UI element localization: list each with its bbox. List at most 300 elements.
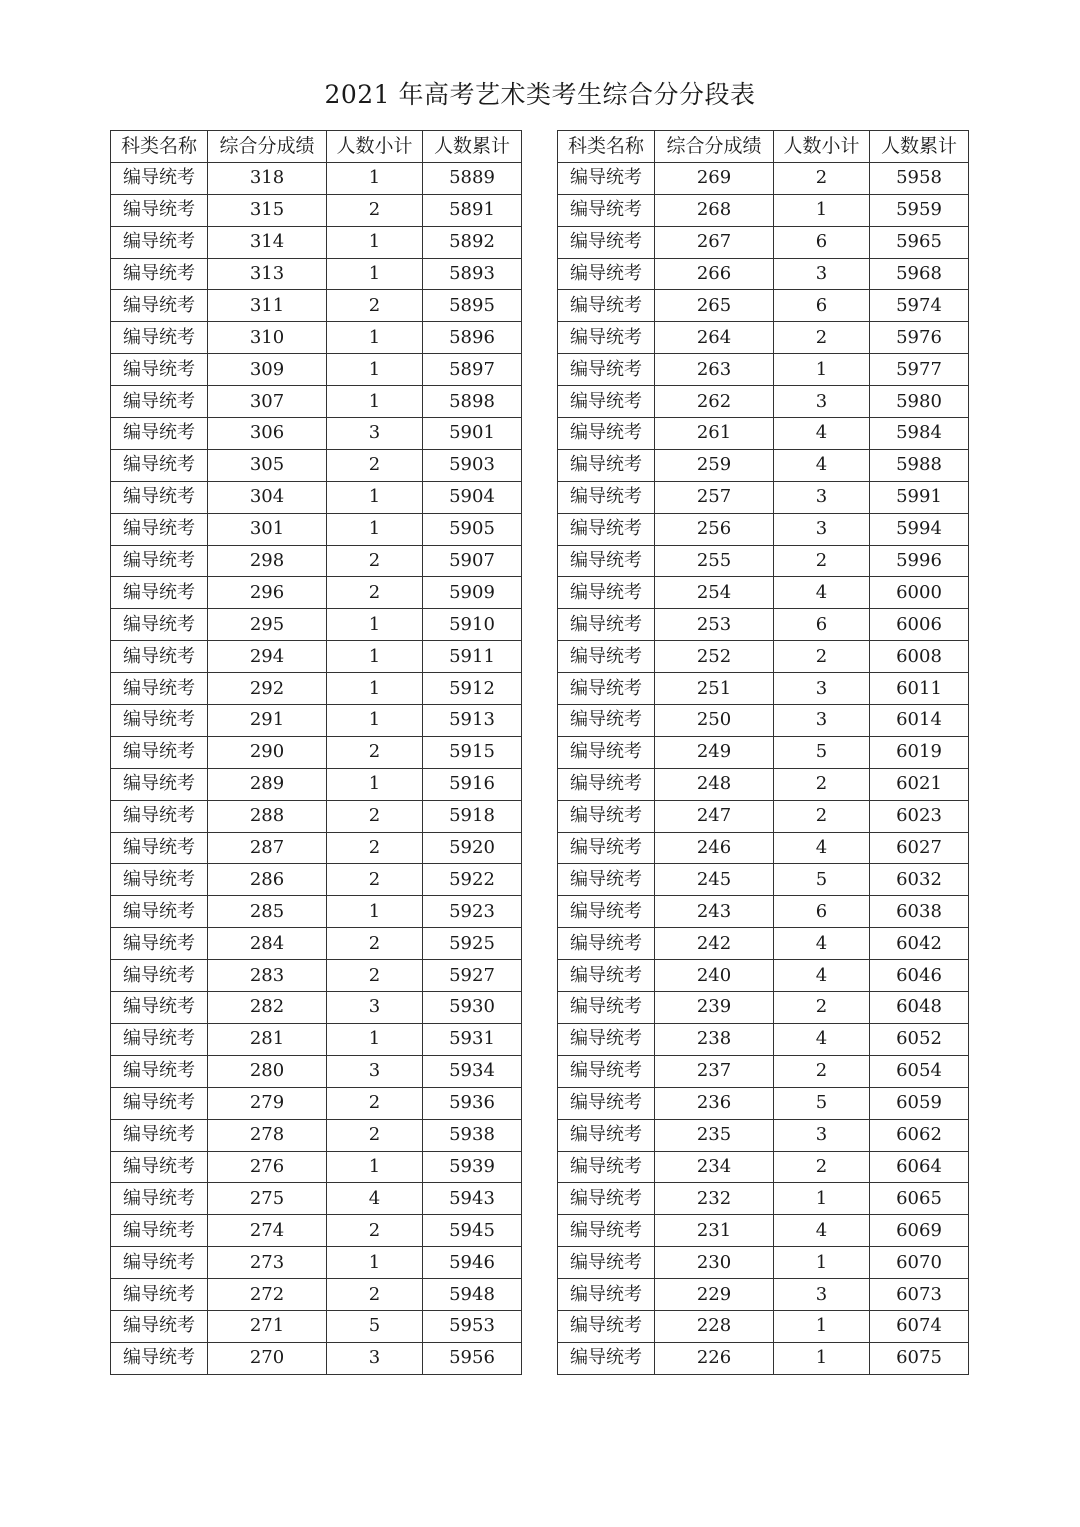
score-table-left xyxy=(110,130,522,1375)
cell-count: 6 xyxy=(774,226,870,258)
cell-score: 265 xyxy=(655,290,774,322)
cell-score: 268 xyxy=(655,194,774,226)
cell-count: 1 xyxy=(774,194,870,226)
table-row xyxy=(558,418,969,450)
column-header-score: 综合分成绩 xyxy=(208,131,327,163)
cell-cumulative: 6008 xyxy=(870,641,969,673)
cell-category: 编导统考 xyxy=(558,449,655,481)
cell-score: 284 xyxy=(208,928,327,960)
table-row xyxy=(111,928,522,960)
cell-cumulative: 6073 xyxy=(870,1279,969,1311)
cell-score: 279 xyxy=(208,1087,327,1119)
cell-cumulative: 5996 xyxy=(870,545,969,577)
cell-category: 编导统考 xyxy=(558,768,655,800)
cell-count: 1 xyxy=(327,386,423,418)
cell-score: 301 xyxy=(208,513,327,545)
cell-count: 1 xyxy=(327,768,423,800)
table-header-row xyxy=(558,131,969,163)
cell-cumulative: 5936 xyxy=(423,1087,522,1119)
cell-category: 编导统考 xyxy=(111,896,208,928)
cell-cumulative: 6065 xyxy=(870,1183,969,1215)
cell-score: 232 xyxy=(655,1183,774,1215)
cell-score: 255 xyxy=(655,545,774,577)
cell-count: 2 xyxy=(774,1055,870,1087)
cell-count: 2 xyxy=(327,1215,423,1247)
table-header-row xyxy=(111,131,522,163)
table-row xyxy=(111,449,522,481)
cell-category: 编导统考 xyxy=(558,290,655,322)
cell-cumulative: 5898 xyxy=(423,386,522,418)
cell-count: 3 xyxy=(774,258,870,290)
cell-count: 2 xyxy=(774,162,870,194)
cell-cumulative: 6011 xyxy=(870,673,969,705)
cell-score: 311 xyxy=(208,290,327,322)
table-body xyxy=(558,162,969,1374)
cell-category: 编导统考 xyxy=(558,1342,655,1374)
table-row xyxy=(111,896,522,928)
cell-score: 236 xyxy=(655,1087,774,1119)
cell-cumulative: 5977 xyxy=(870,354,969,386)
cell-count: 1 xyxy=(327,641,423,673)
cell-count: 2 xyxy=(327,194,423,226)
table-row xyxy=(558,768,969,800)
cell-category: 编导统考 xyxy=(111,736,208,768)
cell-count: 2 xyxy=(327,290,423,322)
cell-cumulative: 5918 xyxy=(423,800,522,832)
cell-category: 编导统考 xyxy=(111,226,208,258)
column-header-score: 综合分成绩 xyxy=(655,131,774,163)
cell-cumulative: 5956 xyxy=(423,1342,522,1374)
table-row xyxy=(558,1119,969,1151)
table-row xyxy=(111,705,522,737)
cell-cumulative: 5946 xyxy=(423,1247,522,1279)
cell-cumulative: 6052 xyxy=(870,1023,969,1055)
cell-count: 1 xyxy=(327,481,423,513)
cell-count: 2 xyxy=(774,800,870,832)
cell-cumulative: 5911 xyxy=(423,641,522,673)
cell-cumulative: 5922 xyxy=(423,864,522,896)
cell-category: 编导统考 xyxy=(111,290,208,322)
cell-score: 239 xyxy=(655,992,774,1024)
cell-cumulative: 6006 xyxy=(870,609,969,641)
cell-score: 275 xyxy=(208,1183,327,1215)
cell-category: 编导统考 xyxy=(558,481,655,513)
cell-category: 编导统考 xyxy=(111,1215,208,1247)
cell-category: 编导统考 xyxy=(111,800,208,832)
table-row xyxy=(111,1183,522,1215)
table-row xyxy=(558,1215,969,1247)
cell-category: 编导统考 xyxy=(558,960,655,992)
table-row xyxy=(111,832,522,864)
table-row xyxy=(111,1119,522,1151)
cell-cumulative: 5923 xyxy=(423,896,522,928)
cell-score: 235 xyxy=(655,1119,774,1151)
cell-category: 编导统考 xyxy=(111,1279,208,1311)
cell-cumulative: 6069 xyxy=(870,1215,969,1247)
cell-score: 283 xyxy=(208,960,327,992)
cell-category: 编导统考 xyxy=(111,418,208,450)
cell-cumulative: 5953 xyxy=(423,1310,522,1342)
table-row xyxy=(558,1342,969,1374)
cell-count: 4 xyxy=(774,1023,870,1055)
table-row xyxy=(558,513,969,545)
cell-cumulative: 5901 xyxy=(423,418,522,450)
cell-score: 285 xyxy=(208,896,327,928)
cell-cumulative: 5916 xyxy=(423,768,522,800)
cell-category: 编导统考 xyxy=(558,800,655,832)
cell-cumulative: 6021 xyxy=(870,768,969,800)
cell-count: 2 xyxy=(774,641,870,673)
cell-count: 2 xyxy=(327,1087,423,1119)
cell-count: 1 xyxy=(327,322,423,354)
cell-score: 267 xyxy=(655,226,774,258)
cell-count: 1 xyxy=(327,258,423,290)
cell-score: 273 xyxy=(208,1247,327,1279)
cell-score: 290 xyxy=(208,736,327,768)
cell-category: 编导统考 xyxy=(111,513,208,545)
cell-category: 编导统考 xyxy=(111,1151,208,1183)
table-row xyxy=(111,418,522,450)
table-row xyxy=(558,1087,969,1119)
cell-score: 272 xyxy=(208,1279,327,1311)
cell-score: 243 xyxy=(655,896,774,928)
cell-score: 240 xyxy=(655,960,774,992)
column-header-cumulative: 人数累计 xyxy=(423,131,522,163)
cell-cumulative: 5896 xyxy=(423,322,522,354)
cell-score: 262 xyxy=(655,386,774,418)
table-row xyxy=(111,386,522,418)
table-row xyxy=(111,162,522,194)
cell-count: 5 xyxy=(327,1310,423,1342)
cell-count: 1 xyxy=(327,513,423,545)
cell-category: 编导统考 xyxy=(111,1119,208,1151)
cell-category: 编导统考 xyxy=(111,1247,208,1279)
cell-cumulative: 5939 xyxy=(423,1151,522,1183)
cell-cumulative: 6046 xyxy=(870,960,969,992)
cell-cumulative: 5925 xyxy=(423,928,522,960)
table-row xyxy=(111,768,522,800)
table-row xyxy=(111,354,522,386)
cell-cumulative: 5897 xyxy=(423,354,522,386)
table-row xyxy=(111,290,522,322)
cell-cumulative: 6059 xyxy=(870,1087,969,1119)
table-row xyxy=(558,577,969,609)
cell-cumulative: 5909 xyxy=(423,577,522,609)
table-row xyxy=(558,1310,969,1342)
score-table-right xyxy=(557,130,969,1375)
table-row xyxy=(558,226,969,258)
cell-count: 2 xyxy=(327,449,423,481)
cell-category: 编导统考 xyxy=(558,354,655,386)
cell-cumulative: 5980 xyxy=(870,386,969,418)
cell-score: 263 xyxy=(655,354,774,386)
cell-category: 编导统考 xyxy=(111,162,208,194)
cell-score: 298 xyxy=(208,545,327,577)
cell-count: 1 xyxy=(327,705,423,737)
cell-score: 281 xyxy=(208,1023,327,1055)
cell-count: 1 xyxy=(774,354,870,386)
cell-score: 246 xyxy=(655,832,774,864)
table-row xyxy=(558,386,969,418)
cell-count: 5 xyxy=(774,1087,870,1119)
cell-count: 2 xyxy=(327,1119,423,1151)
cell-category: 编导统考 xyxy=(111,194,208,226)
table-row xyxy=(558,290,969,322)
table-row xyxy=(111,226,522,258)
column-header-category: 科类名称 xyxy=(558,131,655,163)
cell-count: 1 xyxy=(327,226,423,258)
cell-score: 310 xyxy=(208,322,327,354)
cell-count: 2 xyxy=(327,928,423,960)
cell-category: 编导统考 xyxy=(558,1183,655,1215)
table-row xyxy=(558,258,969,290)
cell-category: 编导统考 xyxy=(111,386,208,418)
cell-count: 3 xyxy=(774,705,870,737)
table-row xyxy=(558,736,969,768)
cell-category: 编导统考 xyxy=(111,768,208,800)
cell-score: 315 xyxy=(208,194,327,226)
cell-category: 编导统考 xyxy=(558,1023,655,1055)
cell-category: 编导统考 xyxy=(111,992,208,1024)
cell-score: 270 xyxy=(208,1342,327,1374)
cell-score: 251 xyxy=(655,673,774,705)
table-row xyxy=(111,864,522,896)
cell-score: 278 xyxy=(208,1119,327,1151)
table-row xyxy=(558,449,969,481)
cell-count: 3 xyxy=(774,513,870,545)
cell-category: 编导统考 xyxy=(111,864,208,896)
cell-count: 1 xyxy=(327,1247,423,1279)
page-title: 2021 年高考艺术类考生综合分分段表 xyxy=(324,80,756,109)
cell-count: 1 xyxy=(327,1023,423,1055)
table-row xyxy=(558,322,969,354)
cell-cumulative: 6074 xyxy=(870,1310,969,1342)
cell-count: 2 xyxy=(774,322,870,354)
cell-cumulative: 5915 xyxy=(423,736,522,768)
cell-count: 3 xyxy=(327,1342,423,1374)
cell-category: 编导统考 xyxy=(558,1119,655,1151)
cell-score: 237 xyxy=(655,1055,774,1087)
cell-cumulative: 6027 xyxy=(870,832,969,864)
cell-category: 编导统考 xyxy=(111,481,208,513)
cell-cumulative: 5893 xyxy=(423,258,522,290)
table-row xyxy=(111,1087,522,1119)
cell-count: 5 xyxy=(774,736,870,768)
cell-score: 261 xyxy=(655,418,774,450)
cell-score: 226 xyxy=(655,1342,774,1374)
cell-score: 294 xyxy=(208,641,327,673)
cell-category: 编导统考 xyxy=(111,673,208,705)
cell-category: 编导统考 xyxy=(558,673,655,705)
table-row xyxy=(111,641,522,673)
cell-category: 编导统考 xyxy=(558,418,655,450)
table-row xyxy=(111,1023,522,1055)
cell-score: 292 xyxy=(208,673,327,705)
table-row xyxy=(558,896,969,928)
cell-score: 249 xyxy=(655,736,774,768)
cell-cumulative: 5965 xyxy=(870,226,969,258)
cell-category: 编导统考 xyxy=(111,1087,208,1119)
cell-category: 编导统考 xyxy=(111,609,208,641)
cell-category: 编导统考 xyxy=(111,1055,208,1087)
cell-cumulative: 5943 xyxy=(423,1183,522,1215)
table-row xyxy=(558,1023,969,1055)
cell-category: 编导统考 xyxy=(558,832,655,864)
cell-cumulative: 6032 xyxy=(870,864,969,896)
cell-count: 6 xyxy=(774,896,870,928)
table-row xyxy=(558,194,969,226)
cell-score: 266 xyxy=(655,258,774,290)
cell-count: 1 xyxy=(327,896,423,928)
cell-count: 4 xyxy=(774,832,870,864)
cell-count: 1 xyxy=(327,162,423,194)
table-row xyxy=(111,1279,522,1311)
cell-category: 编导统考 xyxy=(111,1023,208,1055)
cell-count: 4 xyxy=(774,928,870,960)
cell-cumulative: 5910 xyxy=(423,609,522,641)
table-row xyxy=(111,736,522,768)
cell-score: 230 xyxy=(655,1247,774,1279)
cell-category: 编导统考 xyxy=(558,1310,655,1342)
cell-category: 编导统考 xyxy=(558,896,655,928)
table-row xyxy=(111,1151,522,1183)
cell-category: 编导统考 xyxy=(558,513,655,545)
cell-count: 3 xyxy=(774,673,870,705)
table-row xyxy=(558,609,969,641)
cell-cumulative: 5988 xyxy=(870,449,969,481)
cell-cumulative: 6048 xyxy=(870,992,969,1024)
cell-count: 2 xyxy=(327,832,423,864)
cell-category: 编导统考 xyxy=(558,1247,655,1279)
cell-score: 282 xyxy=(208,992,327,1024)
cell-category: 编导统考 xyxy=(558,1215,655,1247)
cell-cumulative: 5891 xyxy=(423,194,522,226)
cell-score: 296 xyxy=(208,577,327,609)
cell-category: 编导统考 xyxy=(558,864,655,896)
cell-cumulative: 6064 xyxy=(870,1151,969,1183)
cell-cumulative: 5948 xyxy=(423,1279,522,1311)
cell-category: 编导统考 xyxy=(111,705,208,737)
cell-category: 编导统考 xyxy=(558,545,655,577)
table-row xyxy=(111,258,522,290)
cell-score: 242 xyxy=(655,928,774,960)
cell-count: 2 xyxy=(774,768,870,800)
cell-count: 6 xyxy=(774,609,870,641)
cell-cumulative: 5895 xyxy=(423,290,522,322)
cell-category: 编导统考 xyxy=(111,928,208,960)
cell-cumulative: 6070 xyxy=(870,1247,969,1279)
cell-cumulative: 5991 xyxy=(870,481,969,513)
cell-score: 269 xyxy=(655,162,774,194)
table-row xyxy=(558,354,969,386)
cell-count: 1 xyxy=(774,1342,870,1374)
cell-cumulative: 5930 xyxy=(423,992,522,1024)
cell-count: 2 xyxy=(327,960,423,992)
cell-score: 313 xyxy=(208,258,327,290)
table-row xyxy=(558,928,969,960)
cell-count: 3 xyxy=(774,1279,870,1311)
cell-count: 4 xyxy=(774,1215,870,1247)
table-row xyxy=(111,545,522,577)
cell-count: 6 xyxy=(774,290,870,322)
cell-count: 2 xyxy=(327,545,423,577)
cell-count: 3 xyxy=(327,418,423,450)
cell-score: 234 xyxy=(655,1151,774,1183)
cell-count: 1 xyxy=(774,1310,870,1342)
cell-cumulative: 6023 xyxy=(870,800,969,832)
cell-score: 253 xyxy=(655,609,774,641)
cell-category: 编导统考 xyxy=(111,322,208,354)
column-header-cumulative: 人数累计 xyxy=(870,131,969,163)
table-row xyxy=(111,1055,522,1087)
cell-category: 编导统考 xyxy=(558,609,655,641)
cell-cumulative: 5974 xyxy=(870,290,969,322)
cell-category: 编导统考 xyxy=(558,705,655,737)
cell-count: 4 xyxy=(327,1183,423,1215)
table-row xyxy=(111,513,522,545)
cell-score: 250 xyxy=(655,705,774,737)
cell-score: 291 xyxy=(208,705,327,737)
cell-score: 287 xyxy=(208,832,327,864)
cell-cumulative: 5968 xyxy=(870,258,969,290)
cell-cumulative: 6075 xyxy=(870,1342,969,1374)
cell-count: 4 xyxy=(774,449,870,481)
column-header-count: 人数小计 xyxy=(774,131,870,163)
table-row xyxy=(558,864,969,896)
cell-count: 1 xyxy=(327,354,423,386)
cell-cumulative: 5920 xyxy=(423,832,522,864)
cell-score: 288 xyxy=(208,800,327,832)
cell-cumulative: 5958 xyxy=(870,162,969,194)
cell-category: 编导统考 xyxy=(558,736,655,768)
cell-count: 2 xyxy=(327,864,423,896)
cell-score: 245 xyxy=(655,864,774,896)
cell-cumulative: 5934 xyxy=(423,1055,522,1087)
table-row xyxy=(111,481,522,513)
cell-category: 编导统考 xyxy=(111,258,208,290)
cell-category: 编导统考 xyxy=(558,1151,655,1183)
table-row xyxy=(558,481,969,513)
cell-score: 254 xyxy=(655,577,774,609)
cell-cumulative: 5984 xyxy=(870,418,969,450)
cell-score: 257 xyxy=(655,481,774,513)
column-header-count: 人数小计 xyxy=(327,131,423,163)
cell-category: 编导统考 xyxy=(111,449,208,481)
table-row xyxy=(111,800,522,832)
cell-score: 304 xyxy=(208,481,327,513)
cell-count: 1 xyxy=(774,1247,870,1279)
cell-score: 271 xyxy=(208,1310,327,1342)
cell-count: 2 xyxy=(327,577,423,609)
cell-score: 280 xyxy=(208,1055,327,1087)
cell-category: 编导统考 xyxy=(111,1183,208,1215)
table-row xyxy=(558,1055,969,1087)
cell-score: 309 xyxy=(208,354,327,386)
cell-cumulative: 5994 xyxy=(870,513,969,545)
cell-count: 2 xyxy=(327,800,423,832)
cell-cumulative: 5905 xyxy=(423,513,522,545)
cell-count: 1 xyxy=(327,609,423,641)
table-row xyxy=(558,545,969,577)
cell-count: 1 xyxy=(327,1151,423,1183)
cell-cumulative: 5931 xyxy=(423,1023,522,1055)
table-row xyxy=(111,960,522,992)
cell-score: 264 xyxy=(655,322,774,354)
cell-score: 247 xyxy=(655,800,774,832)
cell-count: 4 xyxy=(774,960,870,992)
cell-cumulative: 5904 xyxy=(423,481,522,513)
cell-category: 编导统考 xyxy=(558,577,655,609)
